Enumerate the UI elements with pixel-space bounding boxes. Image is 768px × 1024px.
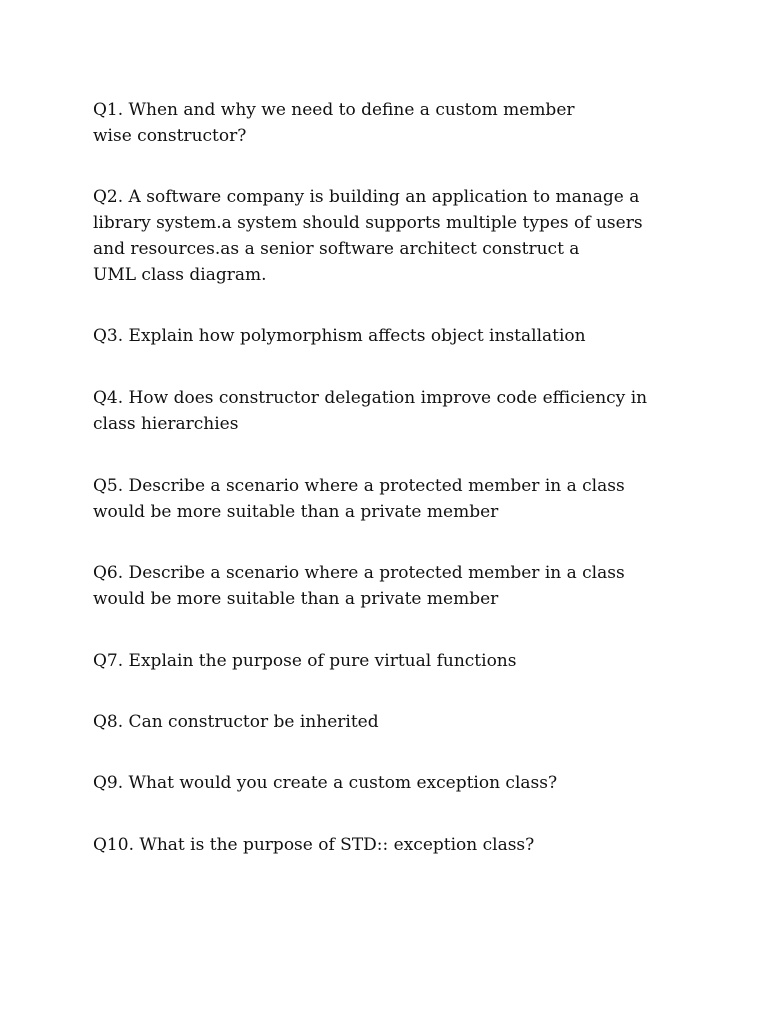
- question-4: [93, 385, 673, 437]
- question-6-line-1: Q6. Describe a scenario where a protected member in a class: [93, 563, 625, 583]
- question-7: [93, 648, 673, 674]
- question-1-line-1: Q1. When and why we need to define a custom member: [93, 100, 575, 120]
- question-list: [93, 97, 673, 858]
- question-3-line-1: Q3. Explain how polymorphism affects object installation: [93, 326, 586, 346]
- question-5-line-2: would be more suitable than a private member: [93, 502, 499, 522]
- question-2-line-3: and resources.as a senior software architect construct a: [93, 239, 580, 259]
- question-9: [93, 770, 673, 796]
- question-6-line-2: would be more suitable than a private member: [93, 589, 499, 609]
- question-4-line-1: Q4. How does constructor delegation improve code efficiency in: [93, 388, 648, 408]
- question-10: [93, 832, 673, 858]
- question-2-line-2: library system.a system should supports multiple types of users: [93, 213, 643, 233]
- question-2: [93, 184, 673, 288]
- question-8-line-1: Q8. Can constructor be inherited: [93, 712, 379, 732]
- question-8: [93, 709, 673, 735]
- question-4-line-2: class hierarchies: [93, 414, 239, 434]
- question-7-line-1: Q7. Explain the purpose of pure virtual functions: [93, 651, 517, 671]
- question-10-line-1: Q10. What is the purpose of STD:: exception class?: [93, 835, 535, 855]
- question-1-line-2: wise constructor?: [93, 126, 247, 146]
- question-9-line-1: Q9. What would you create a custom exception class?: [93, 773, 558, 793]
- question-6: [93, 560, 673, 612]
- question-2-line-4: UML class diagram.: [93, 265, 267, 285]
- question-3: [93, 323, 673, 349]
- question-5: [93, 473, 673, 525]
- question-1: [93, 97, 673, 149]
- question-2-line-1: Q2. A software company is building an application to manage a: [93, 187, 640, 207]
- question-5-line-1: Q5. Describe a scenario where a protected member in a class: [93, 476, 625, 496]
